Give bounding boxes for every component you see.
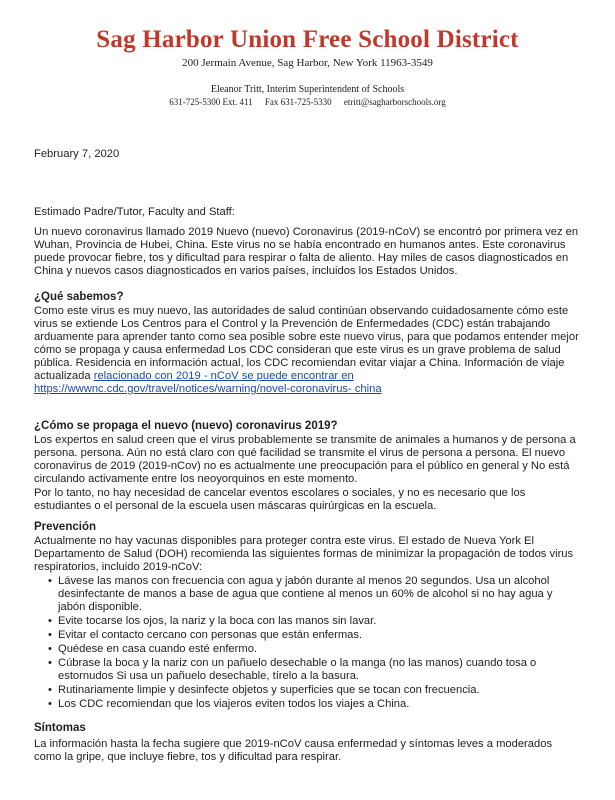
list-item: • Lávese las manos con frecuencia con agua y jabón durante al menos 20 segundos. Usa un alcohol desinfectante de manos a base de agua que contiene al menos un 60% de alcohol si no hay agua y jabón disponible. bbox=[48, 575, 578, 614]
section-heading-prevention: Prevención bbox=[34, 521, 96, 533]
list-item: • Evite tocarse los ojos, la nariz y la boca con las manos sin lavar. bbox=[48, 615, 578, 628]
section-heading-what-we-know: ¿Qué sabemos? bbox=[34, 291, 124, 303]
section-what-we-know-text bbox=[34, 305, 579, 396]
fax-number: Fax 631-725-5330 bbox=[264, 97, 332, 107]
section-prevention-text: Actualmente no hay vacunas disponibles para proteger contra este virus. El estado de Nueva York El Departamento de Salud (DOH) recomienda las siguientes formas de minimizar la propagación de todos virus respiratorios, incluido 2019-nCoV: bbox=[34, 535, 574, 573]
letter-date: February 7, 2020 bbox=[34, 148, 120, 160]
district-name: Sag Harbor Union Free School District bbox=[96, 26, 519, 53]
cdc-travel-link[interactable]: relacionado con 2019 - nCoV se puede encontrar en https://wwwnc.cdc.gov/travel/notices/warning/novel-coronavirus- china bbox=[34, 370, 382, 395]
section-symptoms-text: La información hasta la fecha sugiere que 2019-nCoV causa enfermedad y síntomas leves a moderados como la gripe, que incluye fiebre, tos y dificultad para respirar. bbox=[34, 738, 553, 763]
list-item: • Evitar el contacto cercano con personas que están enfermas. bbox=[48, 629, 578, 642]
contact-line bbox=[0, 97, 615, 107]
section-how-spread-text: Los expertos en salud creen que el virus probablemente se transmite de animales a humanos y de persona a persona. persona. Aún no está claro con qué facilidad se transmite el virus de persona a persona. El nuevo coronavirus de 2019 (2019-nCov) no es actualmente une preocupación para el público en general y No está circulando activamente entre los neoyorquinos en este momento. bbox=[34, 434, 576, 485]
section-heading-symptoms: Síntomas bbox=[34, 722, 86, 734]
prevention-list bbox=[48, 575, 578, 712]
section-how-spread-text-2: Por lo tanto, no hay necesidad de cancelar eventos escolares o sociales, y no es necesario que los estudiantes o el personal de la escuela usen máscaras quirúrgicas en la escuela. bbox=[34, 487, 526, 512]
list-item: • Cúbrase la boca y la nariz con un pañuelo desechable o la manga (no las manos) cuando tosa o estornudos Si usa un pañuelo desechable, tírelo a la basura. bbox=[48, 657, 578, 683]
phone-number: 631-725-5300 Ext. 411 bbox=[169, 97, 253, 107]
email-address: etritt@sagharborschools.org bbox=[343, 97, 446, 107]
list-item: • Quédese en casa cuando esté enfermo. bbox=[48, 643, 578, 656]
section-what-we-know-body: Como este virus es muy nuevo, las autoridades de salud continúan observando cuidadosamente cómo este virus se extiende Los Centros para el Control y la Prevención de Enfermedades (CDC) están trabajando arduamente para aprender tanto como sea posible sobre este nuevo virus, para que podamos entender mejor cómo se propaga y causa enfermedad Los CDC consideran que este virus es un grave problema de salud pública. Residencia en información actual, los CDC recomiendan evitar viajar a China. Información de viaje actualizada bbox=[34, 305, 579, 382]
list-item: • Rutinariamente limpie y desinfecte objetos y superficies que se tocan con frecuencia. bbox=[48, 684, 578, 697]
superintendent-line: Eleanor Tritt, Interim Superintendent of Schools bbox=[210, 84, 405, 95]
section-heading-how-spread: ¿Cómo se propaga el nuevo (nuevo) coronavirus 2019? bbox=[34, 420, 338, 432]
intro-paragraph: Un nuevo coronavirus llamado 2019 Nuevo (nuevo) Coronavirus (2019-nCoV) se encontró por primera vez en Wuhan, Provincia de Hubei, China. Este virus no se había encontrado en humanos antes. Este coronavirus puede provocar fiebre, tos y dificultad para respirar o falta de aliento. Hay miles de casos diagnosticados en China y nuevos casos diagnosticados en varios países, incluidos los Estados Unidos. bbox=[34, 226, 579, 277]
letter-greeting: Estimado Padre/Tutor, Faculty and Staff: bbox=[34, 206, 235, 218]
district-address: 200 Jermain Avenue, Sag Harbor, New York 11963-3549 bbox=[182, 57, 433, 69]
list-item: • Los CDC recomiendan que los viajeros eviten todos los viajes a China. bbox=[48, 698, 578, 711]
